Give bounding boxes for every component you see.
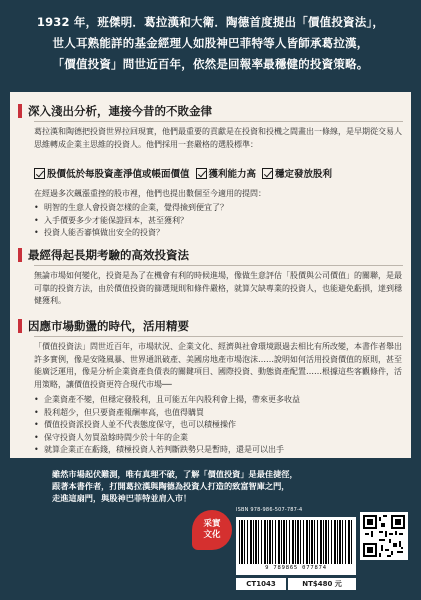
closing-line-3: 走進這扇門，與股神巴菲特並肩入市！ [52, 493, 192, 503]
list-item: • 價值投資派投資人並不代表態度保守，也可以積極操作 [34, 419, 402, 432]
section-1-paragraph: 葛拉漢和陶德把投資世界拉回現實，他們最重要的貢獻是在投資和投機之間畫出一條線，是早期從交易人思維轉成企業主思維的投資人。他們採用一套嚴格的選股標準： [34, 127, 402, 149]
top-line-2: 世人耳熟能詳的基金經理人如股神巴菲特等人皆師承葛拉漢， [52, 36, 369, 50]
isbn-label: ISBN 978-986-507-787-4 [236, 507, 303, 513]
checkbox-icon [262, 168, 273, 179]
price-label: NT$480 元 [288, 578, 356, 590]
qr-code-icon [363, 515, 405, 557]
list-item: • 就算企業正在虧錢，積極投資人若判斷跌勢只是暫時，還是可以出手 [34, 444, 402, 457]
list-item: • 股利超少，但只要資產報酬率高，也值得購買 [34, 407, 402, 420]
publisher-logo [192, 510, 232, 558]
criterion-3-label: 穩定發放股利 [275, 169, 333, 180]
section-3-heading [18, 318, 189, 334]
heading-accent-bar [18, 104, 22, 118]
criterion-3 [262, 166, 332, 180]
publisher-badge [192, 510, 232, 550]
section-1-paragraph-2: 在經過多次飆漲重挫的股市裡，他們也提出數個至今適用的提問： [34, 189, 266, 198]
barcode-bars [239, 520, 353, 564]
list-item: • 保守投資人勿買盈餘時間少於十年的企業 [34, 432, 402, 445]
barcode-digits: 9 789865 077874 [265, 565, 327, 571]
section-3-divider [34, 336, 403, 337]
criterion-1 [34, 166, 190, 180]
barcode-block [236, 509, 356, 597]
section-2-title: 最經得起長期考驗的高效投資法 [28, 248, 189, 262]
criterion-1-label: 股價低於每股資產淨值或帳面價值 [47, 169, 190, 180]
qr-code [360, 512, 408, 560]
top-line-1: 1932 年，班傑明．葛拉漢和大衛．陶德首度提出「價值投資法」， [36, 15, 385, 29]
closing-text [52, 468, 332, 504]
checkbox-icon [196, 168, 207, 179]
section-2-paragraph: 無論市場如何變化，投資是為了在機會有利的時候進場，像做生意評估「股價與公司價值」的關聯，是最可靠的投資方法，由於價值投資的篩選規則和條件嚴格，就算欠缺專業的投資人，也能避免虧損，達到穩健獲利。 [34, 271, 402, 305]
section-3-bullets [34, 394, 402, 457]
list-item: • 企業資產不變，但穩定發股利，且可能五年內股利會上揚，帶來更多收益 [34, 394, 402, 407]
section-2-divider [34, 265, 403, 266]
section-3-title: 因應市場動盪的時代，活用精要 [28, 319, 189, 333]
section-1-heading [18, 103, 212, 119]
list-item: • 明智的生意人會投資怎樣的企業，覺得撿到便宜了？ [34, 202, 402, 215]
criterion-2-label: 獲利能力高 [208, 169, 257, 180]
publisher-name-1: 采實 [203, 519, 221, 529]
top-line-3: 「價值投資」問世近百年，依然是回報率最穩健的投資策略。 [52, 57, 369, 71]
list-item: • 入手價要多少才能保證回本，甚至獲利？ [34, 215, 402, 228]
checkbox-icon [34, 168, 45, 179]
book-code: CT1043 [236, 578, 286, 590]
section-3-paragraph: 「價值投資法」問世近百年，市場狀況、企業文化、經濟與社會環境跟過去相比有所改變，本書作者舉出許多實例，像是安隆風暴、世界通訊破產、美國房地產市場泡沫……說明如何活用投資價值的原則，甚至能廣泛運用，像是分析企業資產負債表的關鍵項目、國際投資、動態資產配置……根據這些客觀條件，活用策略，讓價值投資更符合現代市場── [34, 342, 402, 389]
publisher-name-2: 文化 [203, 530, 221, 540]
content-panel [10, 92, 411, 458]
top-blurb [0, 0, 421, 90]
criterion-2 [196, 166, 257, 180]
closing-line-2: 跟著本書作者，打開葛拉漢與陶德為投資人打造的致富智庫之門， [52, 481, 290, 491]
closing-line-1: 雖然市場起伏難測，唯有真理不破，了解「價值投資」是最佳捷徑， [52, 469, 298, 479]
heading-accent-bar [18, 248, 22, 262]
section-1-bullets [34, 202, 402, 240]
section-1-divider [34, 121, 403, 122]
barcode [236, 517, 356, 575]
list-item: • 投資人能否審慎做出安全的投資？ [34, 227, 402, 240]
heading-accent-bar [18, 319, 22, 333]
section-1-title: 深入淺出分析，連接今昔的不敗金律 [28, 104, 212, 118]
section-2-heading [18, 247, 189, 263]
criteria-list [34, 166, 402, 180]
